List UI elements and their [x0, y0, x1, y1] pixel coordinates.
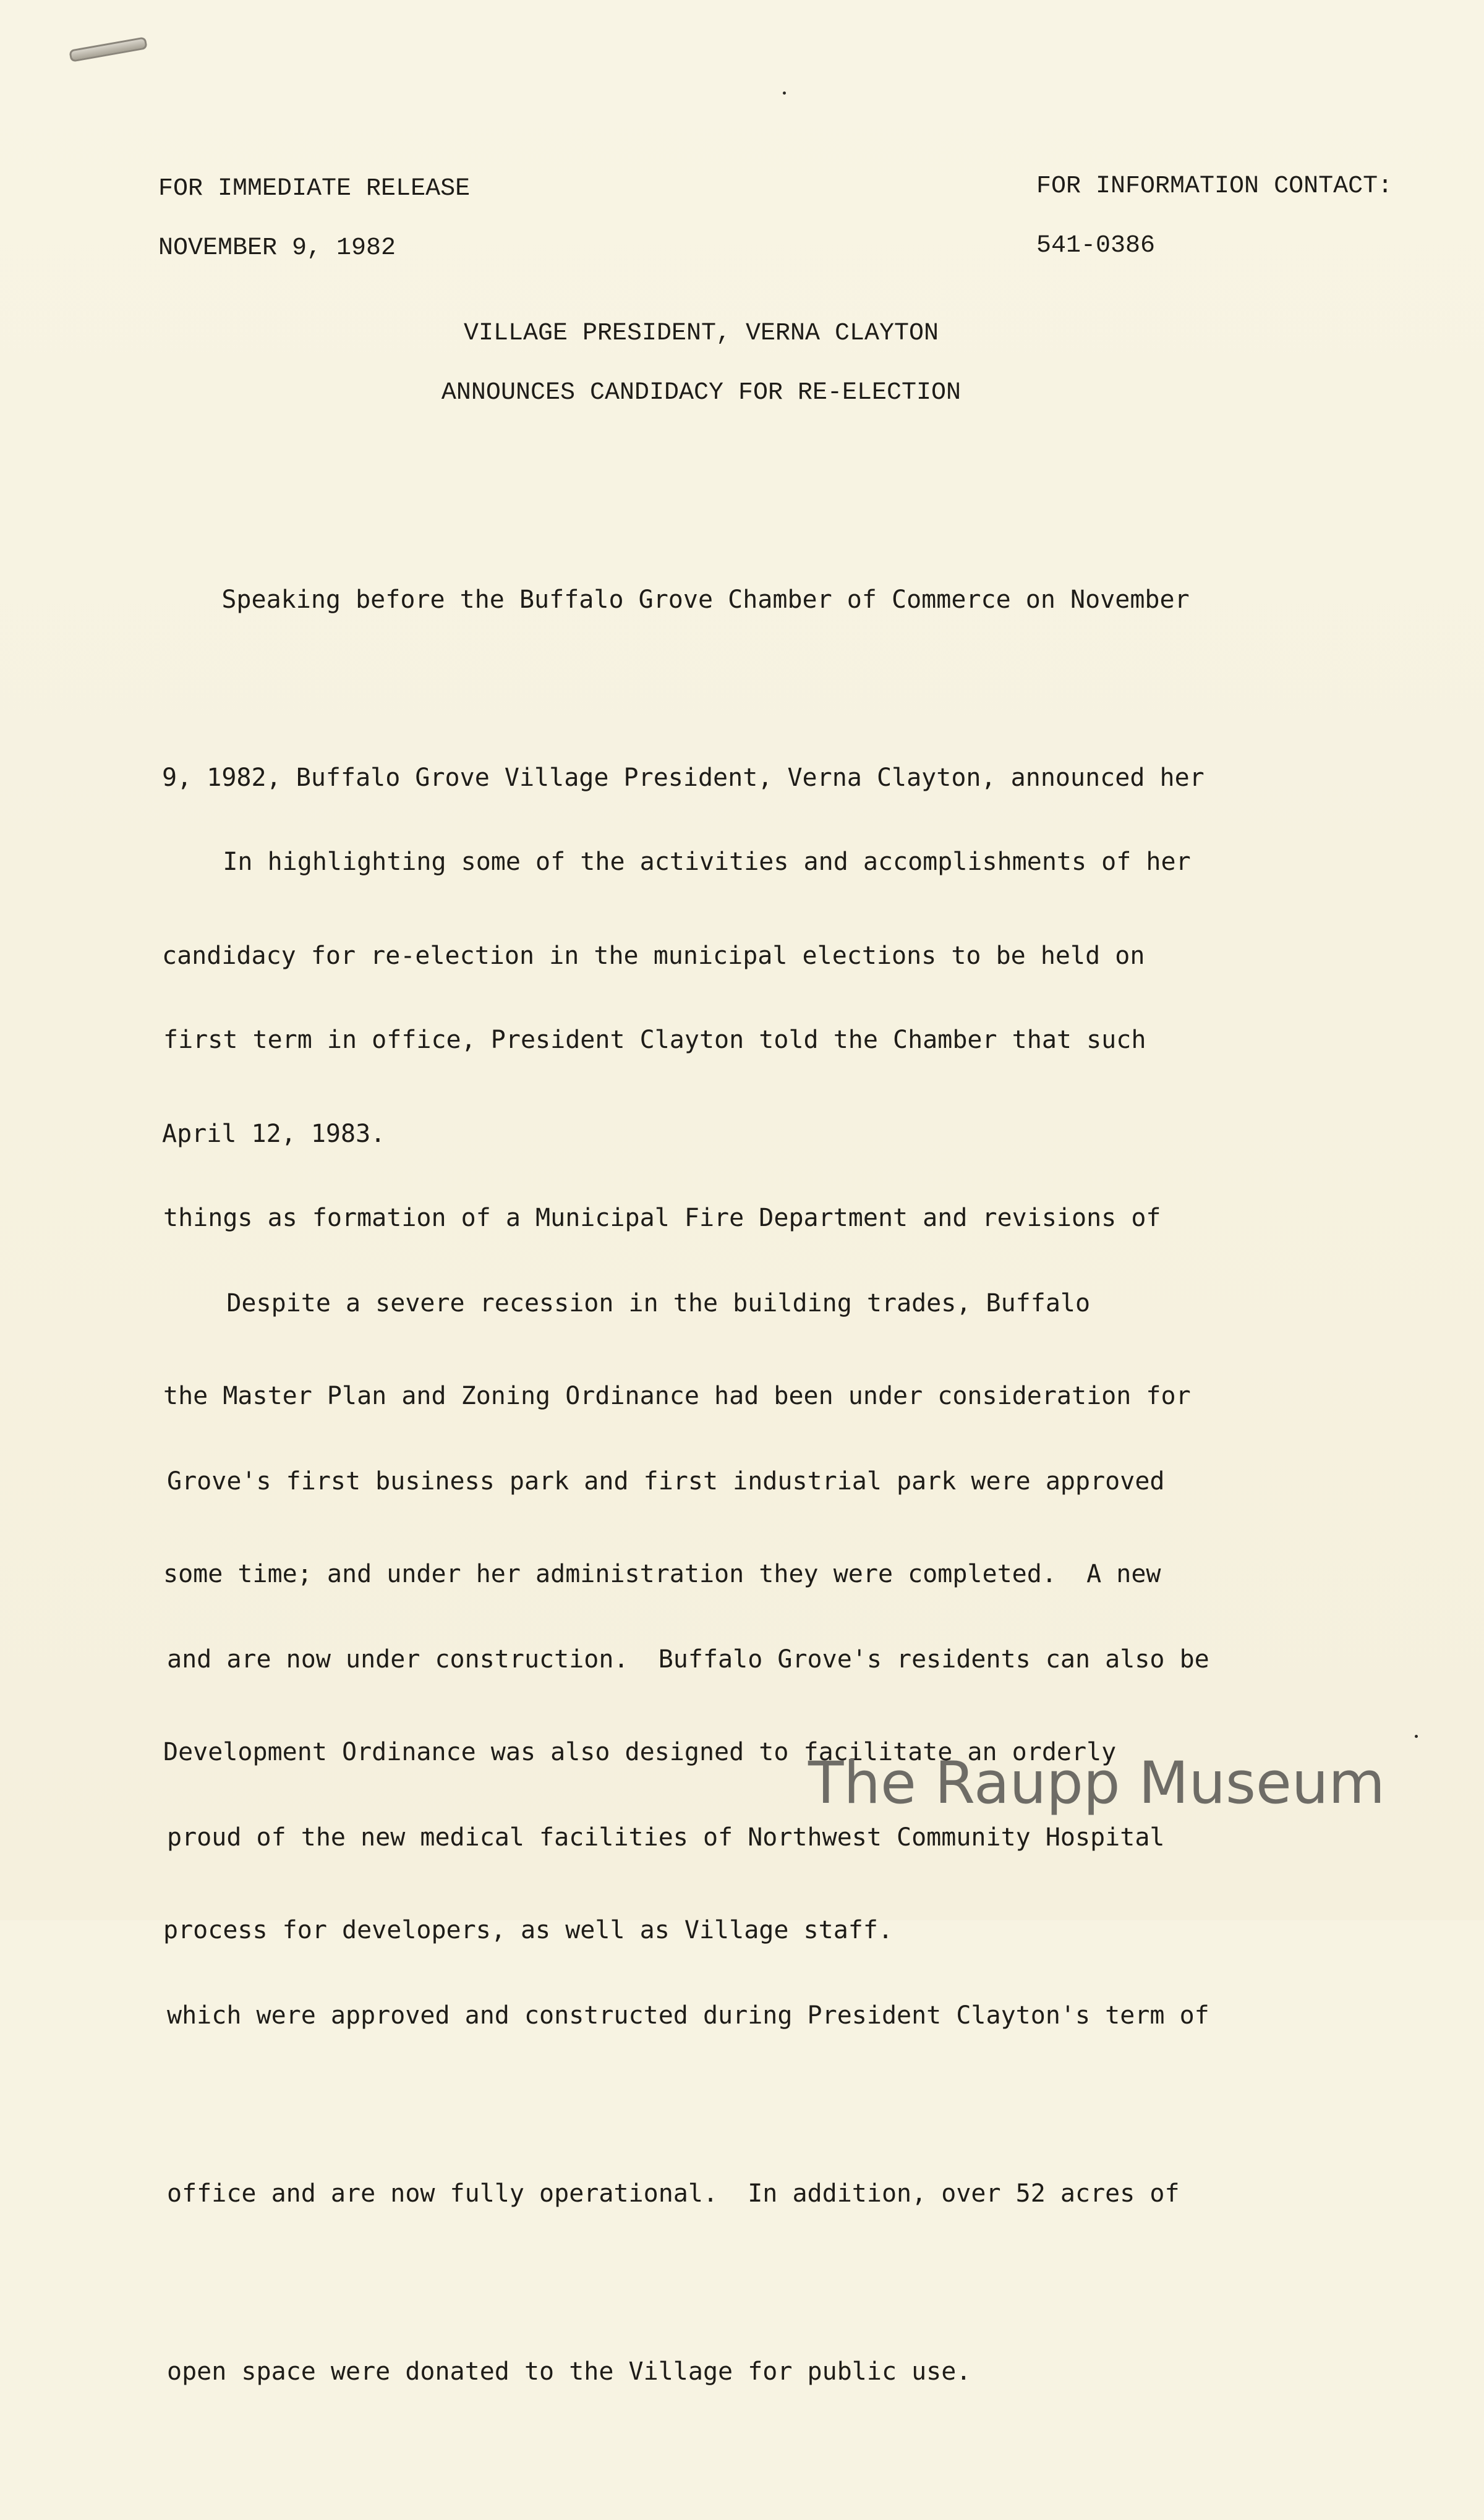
paragraph-line: candidacy for re-election in the municipal elections to be held on — [162, 942, 1145, 970]
release-label: FOR IMMEDIATE RELEASE — [158, 175, 471, 203]
paragraph-line: process for developers, as well as Village staff. — [163, 1916, 893, 1944]
contact-label: FOR INFORMATION CONTACT: — [1036, 172, 1393, 200]
paragraph-line: and are now under construction. Buffalo Grove's residents can also be — [167, 1645, 1209, 1674]
paragraph-line: 9, 1982, Buffalo Grove Village President, Verna Clayton, announced her — [162, 764, 1205, 792]
paragraph-line: proud of the new medical facilities of Northwest Community Hospital — [167, 1823, 1165, 1852]
museum-watermark: The Raupp Museum — [808, 1750, 1385, 1817]
paragraph-3 — [167, 1155, 1209, 2520]
staple-mark — [69, 36, 148, 62]
ink-speck — [783, 92, 786, 95]
ink-speck — [1415, 1735, 1418, 1738]
contact-phone: 541-0386 — [1036, 232, 1156, 260]
paragraph-line: Despite a severe recession in the building trades, Buffalo — [167, 1289, 1091, 1317]
paragraph-line: Development Ordinance was also designed to facilitate an orderly — [163, 1738, 1117, 1766]
paragraph-line: April 12, 1983. — [162, 1120, 386, 1148]
headline-line-1: VILLAGE PRESIDENT, VERNA CLAYTON — [463, 320, 939, 347]
paragraph-line: which were approved and constructed during President Clayton's term of — [167, 2001, 1209, 2030]
paragraph-line: Grove's first business park and first industrial park were approved — [167, 1467, 1165, 1496]
paragraph-line: some time; and under her administration they were completed. A new — [163, 1560, 1161, 1588]
paragraph-line: office and are now fully operational. In addition, over 52 acres of — [167, 2179, 1180, 2208]
paragraph-line: first term in office, President Clayton told the Chamber that such — [163, 1026, 1146, 1054]
paragraph-line: In highlighting some of the activities and accomplishments of her — [163, 848, 1191, 876]
paragraph-line: Speaking before the Buffalo Grove Chamber of Commerce on November — [162, 585, 1190, 614]
paragraph-line: the Master Plan and Zoning Ordinance had been under consideration for — [163, 1382, 1191, 1410]
paragraph-line: things as formation of a Municipal Fire Department and revisions of — [163, 1204, 1161, 1232]
headline-line-2: ANNOUNCES CANDIDACY FOR RE-ELECTION — [441, 379, 962, 407]
release-date: NOVEMBER 9, 1982 — [158, 234, 396, 262]
paragraph-line: open space were donated to the Village for public use. — [167, 2357, 971, 2386]
